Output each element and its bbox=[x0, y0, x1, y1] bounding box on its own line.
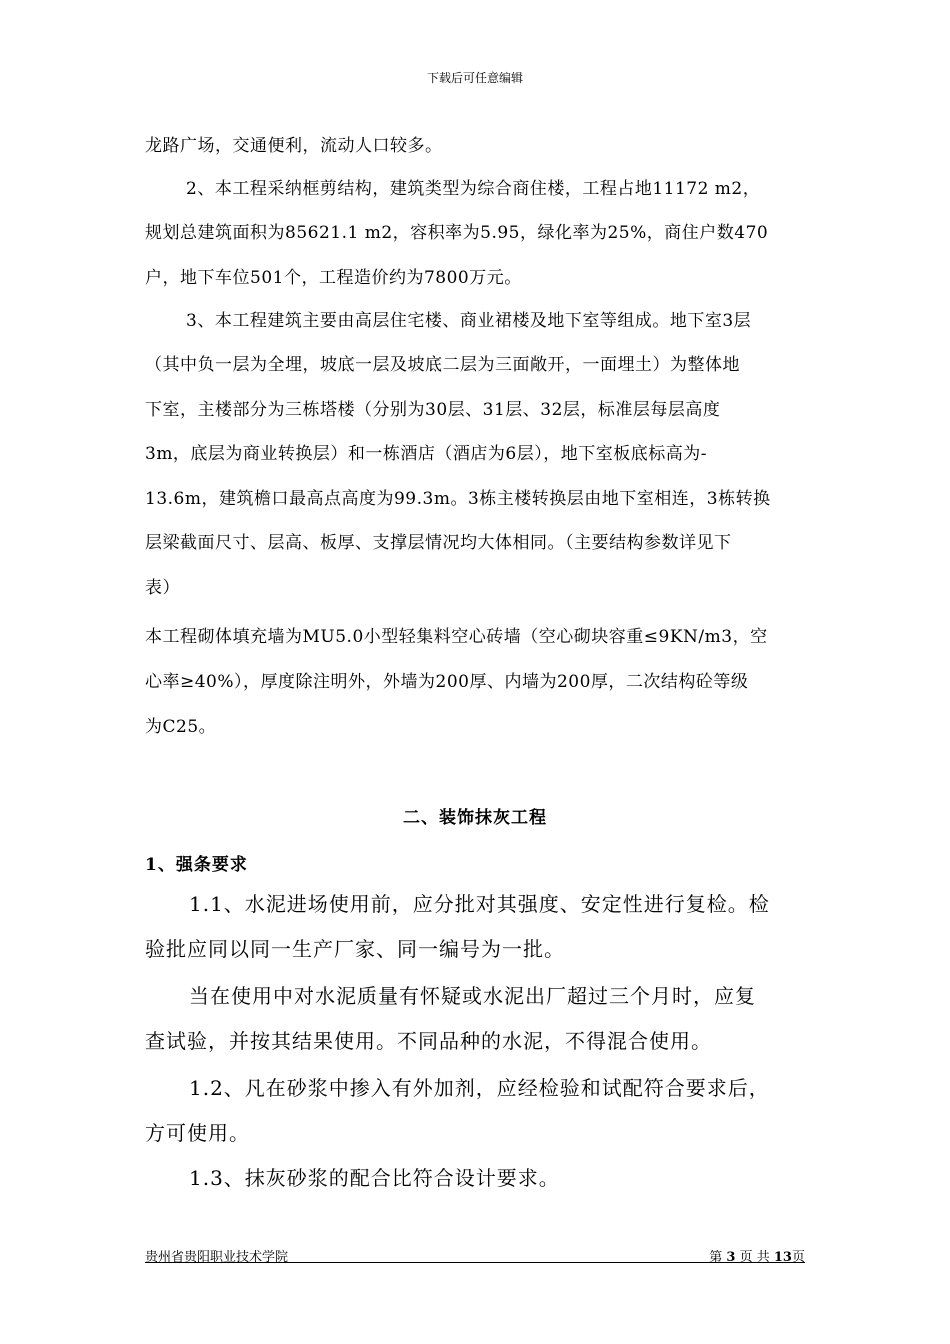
text-line: 表） bbox=[145, 578, 180, 598]
page-suffix: 页 bbox=[791, 1250, 805, 1265]
text-line: 层梁截面尺寸、层高、板厚、支撑层情况均大体相同。（主要结构参数详见下 bbox=[145, 533, 732, 553]
text-line: 13.6m，建筑檐口最高点高度为99.3m。3栋主楼转换层由地下室相连，3栋转换 bbox=[145, 489, 771, 509]
footer-institution: 贵州省贵阳职业技术学院 bbox=[145, 1250, 289, 1265]
page-prefix: 第 bbox=[709, 1250, 723, 1265]
text-line: 方可使用。 bbox=[145, 1121, 250, 1145]
text-line: 验批应同以同一生产厂家、同一编号为一批。 bbox=[145, 937, 565, 961]
text-line: 查试验，并按其结果使用。不同品种的水泥，不得混合使用。 bbox=[145, 1029, 712, 1053]
text-line: 3、本工程建筑主要由高层住宅楼、商业裙楼及地下室等组成。地下室3层 bbox=[186, 311, 752, 331]
text-line: 为C25。 bbox=[145, 717, 217, 737]
footer-divider bbox=[145, 1262, 805, 1263]
page-total: 13 bbox=[773, 1250, 792, 1265]
text-line: 心率≥40%），厚度除注明外，外墙为200厚、内墙为200厚，二次结构砼等级 bbox=[145, 672, 749, 692]
text-line: 下室，主楼部分为三栋塔楼（分别为30层、31层、32层，标准层每层高度 bbox=[145, 400, 721, 420]
page-mid: 页 共 bbox=[739, 1250, 770, 1265]
text-line: 本工程砌体填充墙为MU5.0小型轻集料空心砖墙（空心砌块容重≤9KN/m3，空 bbox=[145, 627, 768, 647]
text-line: （其中负一层为全埋，坡底一层及坡底二层为三面敞开，一面埋土）为整体地 bbox=[145, 355, 740, 375]
subsection-title: 1、强条要求 bbox=[145, 855, 248, 875]
text-line: 龙路广场，交通便利，流动人口较多。 bbox=[145, 136, 443, 156]
page-current: 3 bbox=[726, 1250, 736, 1265]
text-line: 2、本工程采纳框剪结构，建筑类型为综合商住楼，工程占地11172 m2， bbox=[186, 179, 761, 199]
text-line: 1.2、凡在砂浆中掺入有外加剂，应经检验和试配符合要求后， bbox=[189, 1076, 770, 1100]
section-title: 二、装饰抹灰工程 bbox=[403, 808, 547, 828]
text-line: 户，地下车位501个，工程造价约为7800万元。 bbox=[145, 268, 522, 288]
text-line: 3m，底层为商业转换层）和一栋酒店（酒店为6层），地下室板底标高为- bbox=[145, 444, 707, 464]
text-line: 1.3、抹灰砂浆的配合比符合设计要求。 bbox=[189, 1166, 560, 1190]
text-line: 1.1、水泥进场使用前，应分批对其强度、安定性进行复检。检 bbox=[189, 892, 770, 916]
text-line: 当在使用中对水泥质量有怀疑或水泥出厂超过三个月时，应复 bbox=[189, 984, 756, 1008]
text-line: 规划总建筑面积为85621.1 m2，容积率为5.95，绿化率为25%，商住户数470 bbox=[145, 223, 769, 243]
header-note: 下载后可任意编辑 bbox=[426, 71, 523, 85]
